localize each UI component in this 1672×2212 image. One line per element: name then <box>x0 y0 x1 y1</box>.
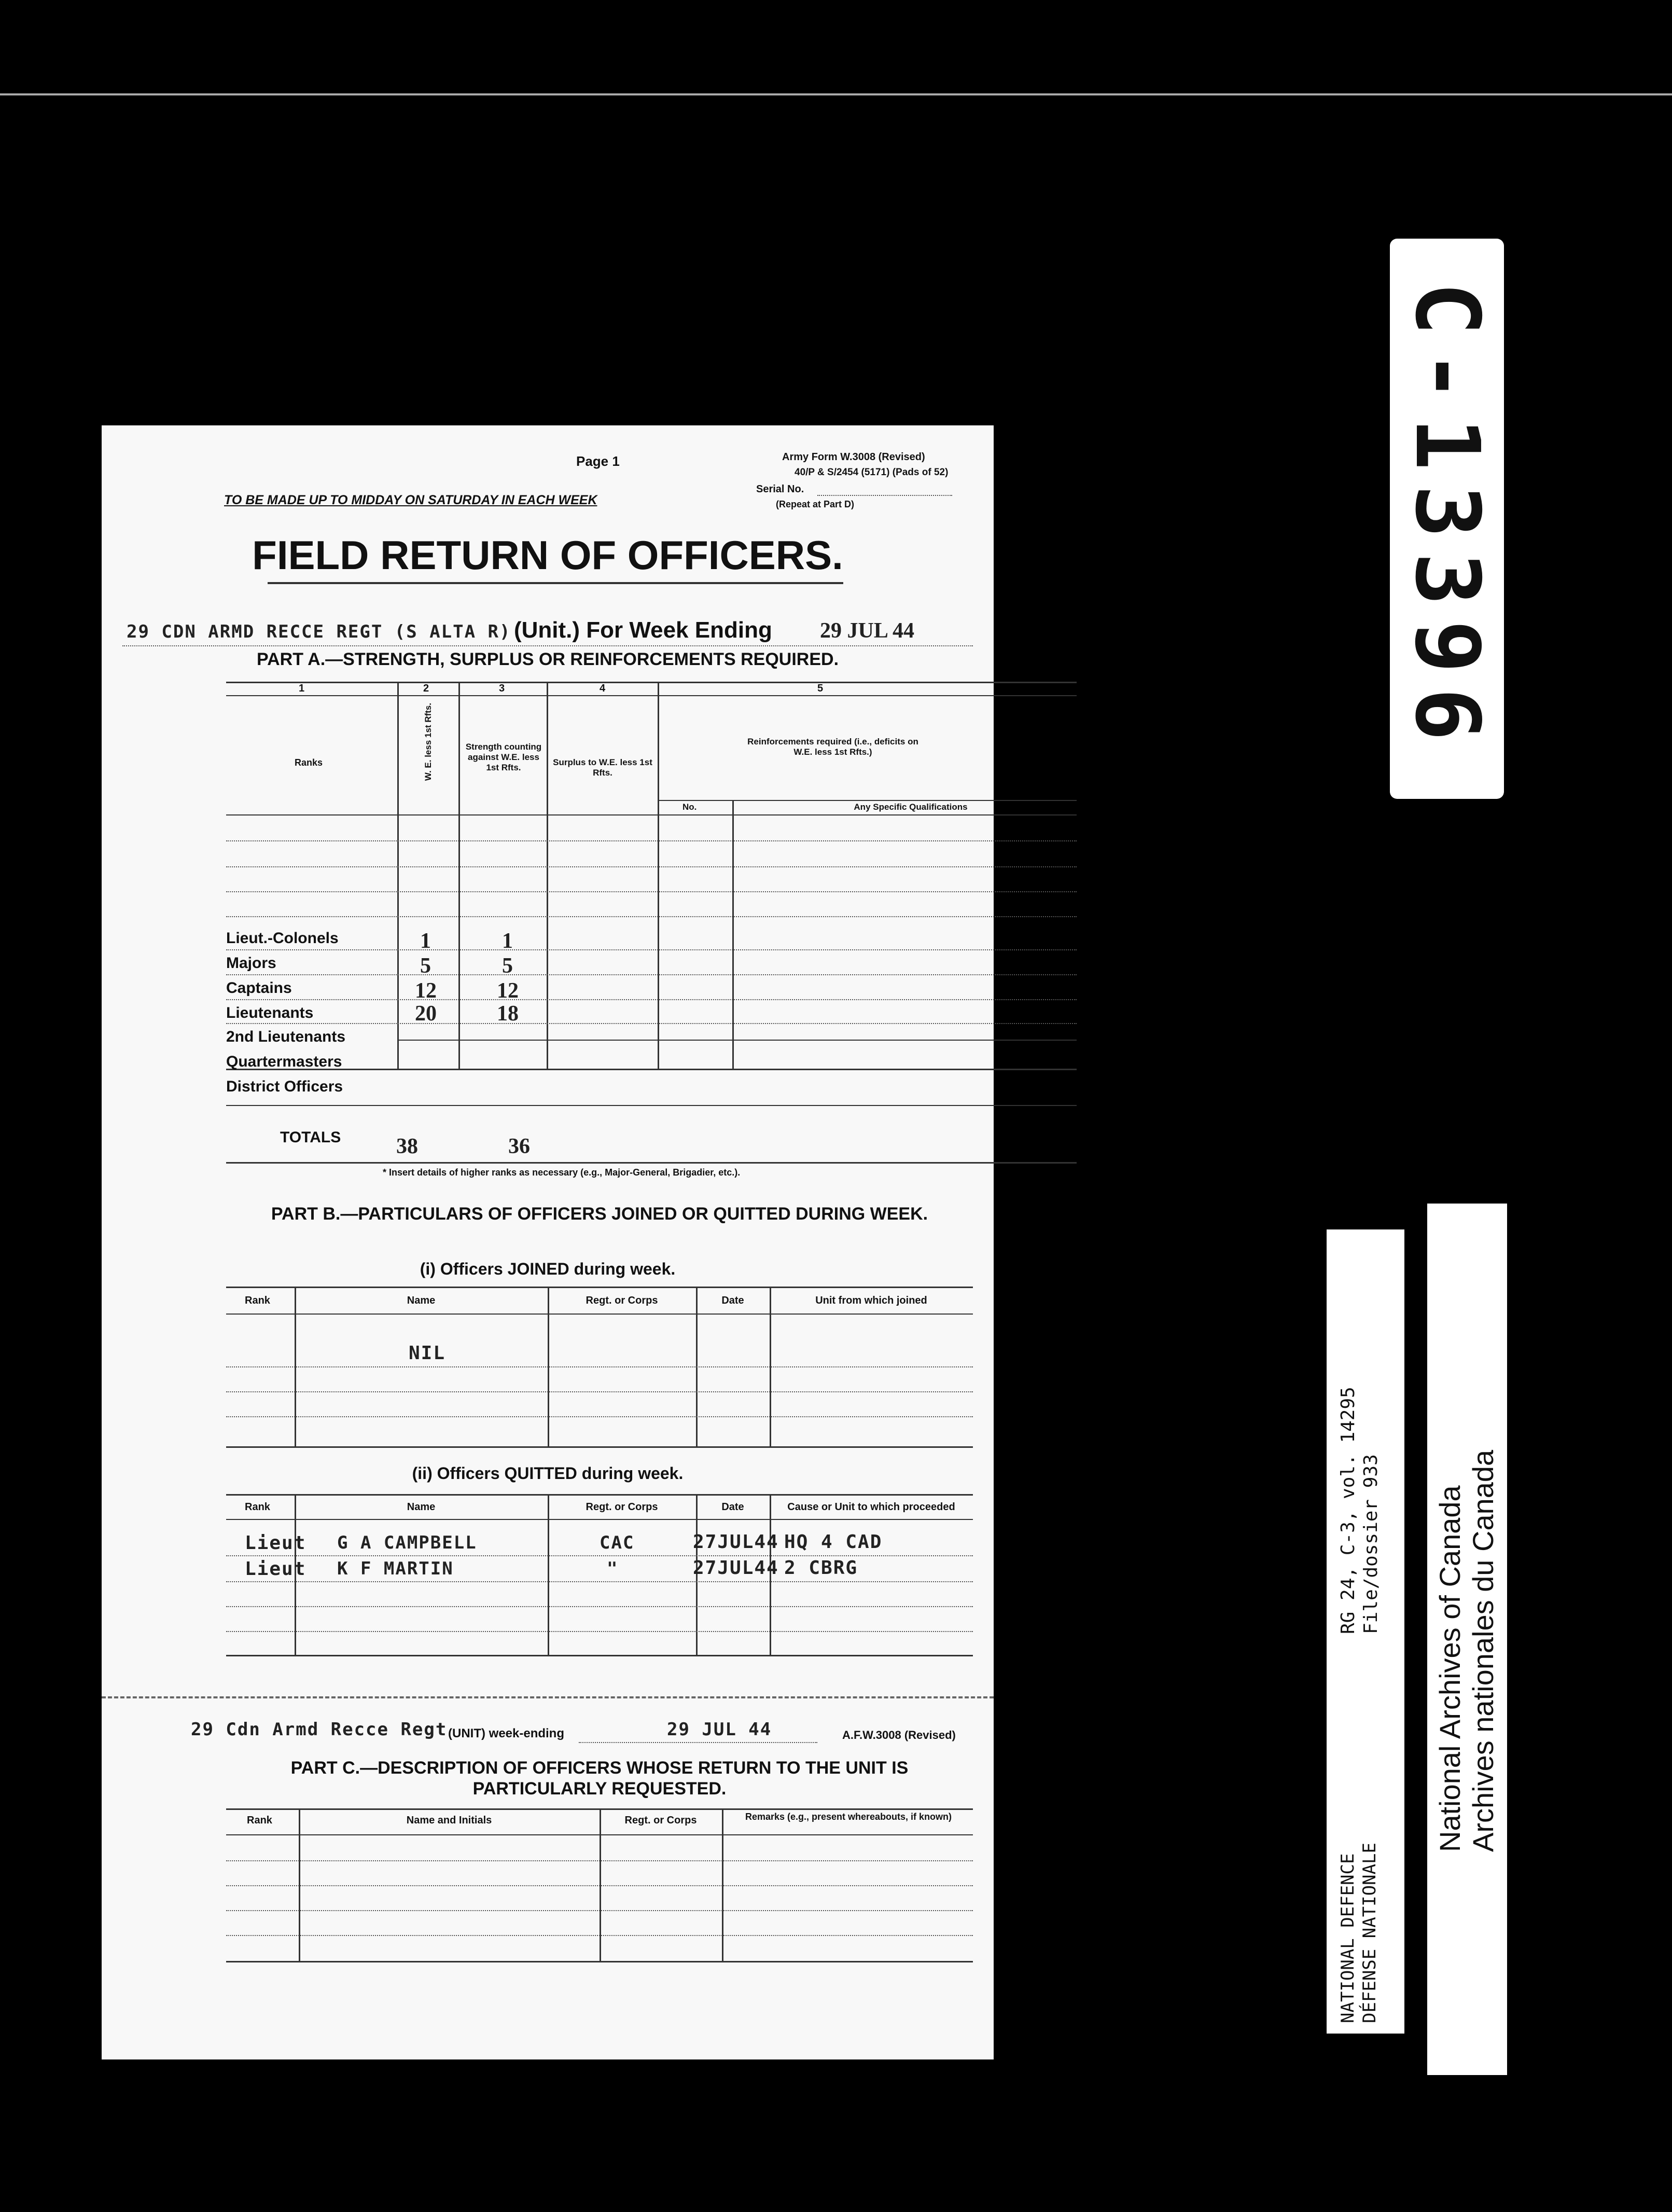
col-number-3: 3 <box>499 683 505 694</box>
col-number-2: 2 <box>423 683 429 694</box>
joined-col-rank: Rank <box>245 1295 270 1306</box>
army-form-number: Army Form W.3008 (Revised) <box>782 451 925 463</box>
blank-rank-row-3 <box>226 891 1077 892</box>
part-a-col-sep-2 <box>458 682 460 1069</box>
part-c-col-remarks: Remarks (e.g., present whereabouts, if known) <box>745 1812 952 1822</box>
archive-reference <box>1337 1387 1383 1634</box>
blank-rank-row-2 <box>226 866 1077 867</box>
joined-header-rule <box>226 1314 973 1315</box>
col-we-header: W. E. less 1st Rfts. <box>423 702 433 781</box>
we-lieutenants: 20 <box>415 1002 437 1026</box>
part-a-col-sep-3 <box>547 682 548 1069</box>
quitted-col-name: Name <box>407 1501 436 1513</box>
col-no-header: No. <box>682 802 697 812</box>
quitted-bottom-rule <box>226 1655 973 1656</box>
part-a-colnum-rule <box>226 695 1077 696</box>
quitted-cause-2: 2 CBRG <box>784 1557 858 1579</box>
joined-entry: NIL <box>409 1343 446 1364</box>
quitted-date-1: 27JUL44 <box>693 1531 779 1553</box>
unit-name-value: 29 CDN ARMD RECCE REGT (S ALTA R) <box>127 621 511 642</box>
joined-col-corps: Regt. or Corps <box>586 1295 658 1306</box>
part-a-totals-rule <box>397 1040 1077 1041</box>
part-c-col-corps: Regt. or Corps <box>624 1815 697 1826</box>
week-ending-value: 29 JUL 44 <box>820 619 915 643</box>
quitted-rank-2: Lieut <box>245 1558 306 1580</box>
page-number: Page 1 <box>576 453 620 469</box>
archives-text <box>1433 1450 1500 1852</box>
col-strength-header: Strength counting against W.E. less 1st Rfts. <box>465 742 542 772</box>
row-rule-3 <box>226 999 1077 1000</box>
quitted-col-cause: Cause or Unit to which proceeded <box>787 1501 955 1513</box>
quitted-heading: (ii) Officers QUITTED during week. <box>412 1464 684 1483</box>
archives-line2: Archives nationales du Canada <box>1467 1449 1499 1852</box>
part-a-col-sep-4 <box>658 682 659 1069</box>
top-border-line <box>0 93 1672 95</box>
part-c-col-sep-1 <box>299 1808 300 1961</box>
form-title: FIELD RETURN OF OFFICERS. <box>252 532 843 578</box>
part-a-footnote: * Insert details of higher ranks as necessary (e.g., Major-General, Brigadier, etc.). <box>383 1167 741 1178</box>
col-ranks-header: Ranks <box>295 757 323 768</box>
quitted-cause-1: HQ 4 CAD <box>784 1531 883 1553</box>
strength-lieutenants: 18 <box>497 1002 519 1026</box>
we-majors: 5 <box>420 954 431 978</box>
row-rule-4 <box>226 1023 1077 1024</box>
joined-heading: (i) Officers JOINED during week. <box>420 1260 676 1278</box>
quitted-col-date: Date <box>721 1501 744 1513</box>
totals-strength: 36 <box>508 1135 530 1158</box>
national-archives-label <box>1427 1204 1507 2075</box>
row-rule-1 <box>226 949 1077 950</box>
col-qualifications-header: Any Specific Qualifications <box>854 802 968 812</box>
we-captains: 12 <box>415 979 437 1003</box>
quitted-name-2: K F MARTIN <box>337 1558 454 1579</box>
col-number-4: 4 <box>600 683 606 694</box>
part-c-form-ref: A.F.W.3008 (Revised) <box>842 1729 956 1741</box>
archives-line1: National Archives of Canada <box>1433 1485 1466 1852</box>
part-c-col-sep-2 <box>600 1808 601 1961</box>
quitted-row-rule-4 <box>226 1631 973 1632</box>
archive-ref-line2: File/dossier 933 <box>1360 1454 1382 1634</box>
rank-lieut-colonels: Lieut.-Colonels <box>226 930 339 947</box>
col-number-1: 1 <box>299 683 305 694</box>
quitted-row-rule-2 <box>226 1581 973 1582</box>
quitted-date-2: 27JUL44 <box>693 1557 779 1579</box>
strength-captains: 12 <box>497 979 519 1003</box>
field-return-form <box>102 425 994 2059</box>
totals-bottom-rule <box>226 1162 1077 1164</box>
part-c-row-rule-4 <box>226 1935 973 1936</box>
print-reference: 40/P & S/2454 (5171) (Pads of 52) <box>795 467 949 478</box>
part-a-header-rule <box>226 814 1077 815</box>
rank-quartermasters: Quartermasters <box>226 1053 342 1070</box>
col-reinforcements-header: Reinforcements required (i.e., deficits on W.E. less 1st Rfts.) <box>747 737 918 757</box>
part-a-bottom-rule <box>226 1069 1077 1070</box>
joined-col-unit: Unit from which joined <box>815 1295 927 1306</box>
totals-we: 38 <box>396 1135 418 1158</box>
part-c-row-rule-1 <box>226 1860 973 1861</box>
unit-line <box>122 645 973 646</box>
defence-text <box>1337 1843 1381 2023</box>
joined-row-rule-2 <box>226 1391 973 1392</box>
part-c-heading: PART C.—DESCRIPTION OF OFFICERS WHOSE RETURN TO THE UNIT IS PARTICULARLY REQUESTED. <box>290 1758 909 1799</box>
joined-top-rule <box>226 1287 973 1288</box>
quitted-header-rule <box>226 1519 973 1520</box>
instruction-text: TO BE MADE UP TO MIDDAY ON SATURDAY IN EACH WEEK <box>224 493 597 507</box>
part-c-row-rule-2 <box>226 1885 973 1886</box>
title-underline <box>268 582 843 584</box>
part-c-bottom-rule <box>226 1961 973 1962</box>
part-b-heading: PART B.—PARTICULARS OF OFFICERS JOINED OR QUITTED DURING WEEK. <box>271 1204 928 1224</box>
unit-label: (Unit.) For Week Ending <box>514 617 772 643</box>
row-rule-2 <box>226 974 1077 975</box>
part-a-top-rule <box>226 682 1077 683</box>
part-c-unit-label: (UNIT) week-ending <box>448 1726 565 1740</box>
joined-bottom-rule <box>226 1446 973 1448</box>
part-c-col-sep-3 <box>722 1808 723 1961</box>
rank-captains: Captains <box>226 979 292 997</box>
quitted-corps-1: CAC <box>600 1532 635 1553</box>
we-lieut-colonels: 1 <box>420 929 431 953</box>
part-c-col-rank: Rank <box>247 1815 272 1826</box>
part-c-header-rule <box>226 1834 973 1835</box>
defence-line1: NATIONAL DEFENCE <box>1337 1853 1358 2023</box>
national-defence-label <box>1327 1229 1404 2034</box>
col-surplus-header: Surplus to W.E. less 1st Rfts. <box>553 757 652 778</box>
strength-majors: 5 <box>502 954 513 978</box>
rank-lieutenants: Lieutenants <box>226 1004 314 1021</box>
frame-number-strip <box>1390 239 1504 799</box>
part-c-week-value: 29 JUL 44 <box>667 1719 772 1740</box>
quitted-name-1: G A CAMPBELL <box>337 1532 477 1553</box>
quitted-row-rule-3 <box>226 1606 973 1607</box>
totals-label: TOTALS <box>280 1129 341 1146</box>
part-c-col-name: Name and Initials <box>406 1815 492 1826</box>
strength-lieut-colonels: 1 <box>502 929 513 953</box>
rank-district-officers: District Officers <box>226 1078 343 1095</box>
part-a-heading: PART A.—STRENGTH, SURPLUS OR REINFORCEMENTS REQUIRED. <box>256 649 839 669</box>
quitted-corps-2: " <box>607 1558 619 1579</box>
quitted-col-rank: Rank <box>245 1501 270 1513</box>
part-a-col-sep-1 <box>397 682 399 1069</box>
col-number-5: 5 <box>817 683 824 694</box>
frame-number: C-13396 <box>1396 282 1498 756</box>
rank-2nd-lieutenants: 2nd Lieutenants <box>226 1028 346 1045</box>
part-a-reinf-rule <box>658 800 1077 801</box>
part-c-unit-value: 29 Cdn Armd Recce Regt <box>191 1719 448 1740</box>
defence-line2: DÉFENSE NATIONALE <box>1359 1843 1380 2023</box>
pre-totals-rule <box>226 1105 1077 1106</box>
tear-off-dashed-line <box>102 1696 994 1698</box>
serial-number-label: Serial No. <box>756 483 804 495</box>
blank-rank-row-4 <box>226 916 1077 917</box>
rank-majors: Majors <box>226 955 276 972</box>
serial-number-line <box>817 495 952 496</box>
repeat-note: (Repeat at Part D) <box>776 499 855 509</box>
part-c-week-line <box>579 1742 817 1743</box>
quitted-row-rule-1 <box>226 1555 973 1556</box>
quitted-top-rule <box>226 1494 973 1496</box>
quitted-col-corps: Regt. or Corps <box>586 1501 658 1513</box>
joined-row-rule-1 <box>226 1366 973 1367</box>
joined-col-date: Date <box>721 1295 744 1306</box>
joined-row-rule-3 <box>226 1416 973 1417</box>
part-c-row-rule-3 <box>226 1910 973 1911</box>
joined-col-name: Name <box>407 1295 436 1306</box>
quitted-rank-1: Lieut <box>245 1532 306 1554</box>
blank-rank-row-1 <box>226 840 1077 841</box>
archive-ref-line1: RG 24, C-3, vol. 14295 <box>1337 1387 1359 1634</box>
